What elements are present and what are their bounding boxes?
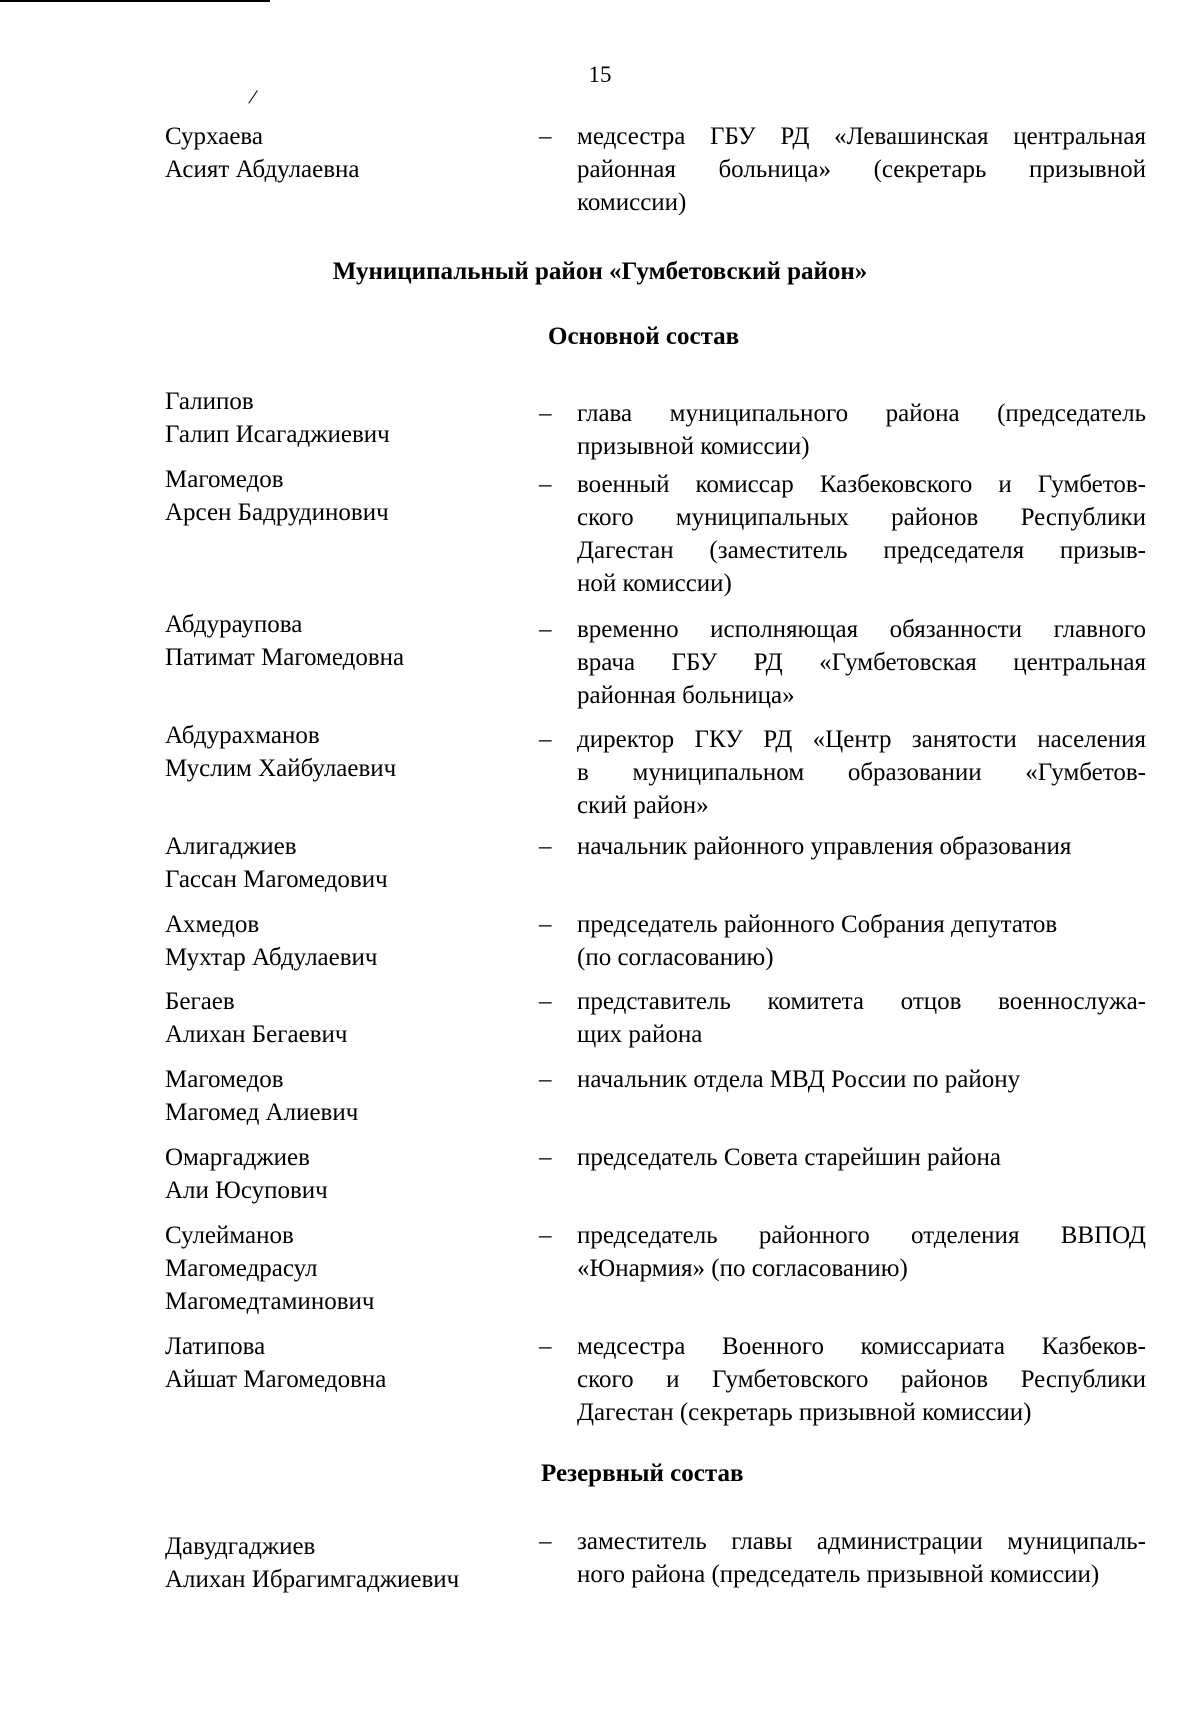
role-line: районная больница»	[577, 682, 795, 709]
given-name: Патимат Магомедовна	[165, 644, 405, 671]
surname: Сулейманов	[165, 1222, 294, 1249]
role-line: призывной комиссии)	[577, 433, 810, 460]
role-line: военный комиссар Казбековского и Гумбетов-	[577, 471, 1146, 498]
given-name: Мухтар Абдулаевич	[165, 944, 378, 971]
dash: –	[539, 471, 552, 498]
role-line: Дагестан (секретарь призывной комиссии)	[577, 1399, 1032, 1426]
role-line: представитель комитета отцов военнослужа-	[577, 988, 1146, 1015]
member-role	[577, 830, 1146, 863]
dash: –	[539, 1066, 552, 1093]
role-line: заместитель главы администрации муниципаль-	[577, 1528, 1146, 1555]
given-name: Арсен Бадрудинович	[165, 499, 389, 526]
dash: –	[539, 988, 552, 1015]
role-line: ного района (председатель призывной комиссии)	[577, 1561, 1100, 1588]
stray-pen-mark: /	[246, 83, 260, 110]
dash: –	[539, 1144, 552, 1171]
role-line: щих района	[577, 1021, 703, 1048]
given-name: Алихан Ибрагимгаджиевич	[165, 1566, 460, 1593]
role-line: «Юнармия» (по согласованию)	[577, 1255, 908, 1282]
role-line: медсестра Военного комиссариата Казбеков-	[577, 1333, 1146, 1360]
reserve-composition-title: Резервный состав	[541, 1460, 744, 1487]
member-role	[577, 985, 1146, 1051]
role-line: медсестра ГБУ РД «Левашинская центральная	[577, 123, 1146, 150]
surname: Алигаджиев	[165, 833, 297, 860]
given-name: Магомед Алиевич	[165, 1099, 359, 1126]
member-name	[165, 1530, 545, 1596]
role-line: (по согласованию)	[577, 944, 774, 971]
role-line: глава муниципального района (председатель	[577, 400, 1146, 427]
member-name	[165, 1330, 525, 1396]
role-line: директор ГКУ РД «Центр занятости населения	[577, 726, 1146, 753]
surname: Давудгаджиев	[165, 1533, 316, 1560]
dash: –	[539, 726, 552, 753]
member-role	[577, 1141, 1146, 1174]
member-role	[577, 1063, 1146, 1096]
dash: –	[539, 616, 552, 643]
member-role	[577, 613, 1146, 712]
dash: –	[539, 833, 552, 860]
dash: –	[539, 1528, 552, 1555]
surname: Ахмедов	[165, 911, 260, 938]
member-role	[577, 1219, 1146, 1285]
member-name	[165, 120, 525, 186]
member-name	[165, 719, 525, 785]
district-title: Муниципальный район «Гумбетовский район»	[332, 258, 868, 285]
member-name	[165, 463, 525, 529]
surname: Омаргаджиев	[165, 1144, 310, 1171]
given-name: Галип Исагаджиевич	[165, 421, 390, 448]
given-name: Али Юсупович	[165, 1177, 328, 1204]
role-line: председатель районного Собрания депутатов	[577, 911, 1058, 938]
given-name: Асият Абдулаевна	[165, 156, 360, 183]
dash: –	[539, 1222, 552, 1249]
member-name	[165, 608, 525, 674]
member-role	[577, 1330, 1146, 1429]
given-name: Муслим Хайбулаевич	[165, 755, 397, 782]
dash: –	[539, 400, 552, 427]
member-role	[577, 908, 1146, 974]
role-line: в муниципальном образовании «Гумбетов-	[577, 759, 1146, 786]
dash: –	[539, 1333, 552, 1360]
given-name: Магомедрасул	[165, 1255, 318, 1282]
member-name	[165, 385, 525, 451]
top-border-line	[0, 0, 270, 2]
role-line: районная больница» (секретарь призывной	[577, 156, 1146, 183]
role-line: начальник отдела МВД России по району	[577, 1066, 1021, 1093]
main-composition-title: Основной состав	[548, 323, 740, 350]
role-line: врача ГБУ РД «Гумбетовская центральная	[577, 649, 1146, 676]
surname: Сурхаева	[165, 123, 263, 150]
given-name: Айшат Магомедовна	[165, 1366, 387, 1393]
surname: Магомедов	[165, 466, 284, 493]
member-name	[165, 908, 525, 974]
page-number: 15	[588, 62, 612, 87]
member-name	[165, 1063, 525, 1129]
role-line: председатель районного отделения ВВПОД	[577, 1222, 1146, 1249]
dash: –	[539, 123, 552, 150]
surname: Магомедов	[165, 1066, 284, 1093]
given-name: Гассан Магомедович	[165, 866, 388, 893]
surname: Абдурахманов	[165, 722, 320, 749]
surname: Галипов	[165, 388, 254, 415]
role-line: ский район»	[577, 792, 709, 819]
surname: Абдураупова	[165, 611, 303, 638]
member-role	[577, 120, 1146, 219]
member-name	[165, 830, 525, 896]
dash: –	[539, 911, 552, 938]
member-role	[577, 397, 1146, 463]
surname: Латипова	[165, 1333, 266, 1360]
member-name	[165, 985, 525, 1051]
member-role	[577, 1525, 1146, 1591]
role-line: Дагестан (заместитель председателя призыв-	[577, 537, 1146, 564]
role-line: ной комиссии)	[577, 570, 732, 597]
role-line: ского муниципальных районов Республики	[577, 504, 1146, 531]
surname: Бегаев	[165, 988, 235, 1015]
role-line: комиссии)	[577, 189, 687, 216]
patronymic: Магомедтаминович	[165, 1288, 375, 1315]
member-name	[165, 1219, 525, 1318]
member-name	[165, 1141, 525, 1207]
given-name: Алихан Бегаевич	[165, 1021, 348, 1048]
member-role	[577, 468, 1146, 600]
member-role	[577, 723, 1146, 822]
role-line: председатель Совета старейшин района	[577, 1144, 1001, 1171]
role-line: начальник районного управления образования	[577, 833, 1072, 860]
role-line: ского и Гумбетовского районов Республики	[577, 1366, 1146, 1393]
role-line: временно исполняющая обязанности главного	[577, 616, 1146, 643]
